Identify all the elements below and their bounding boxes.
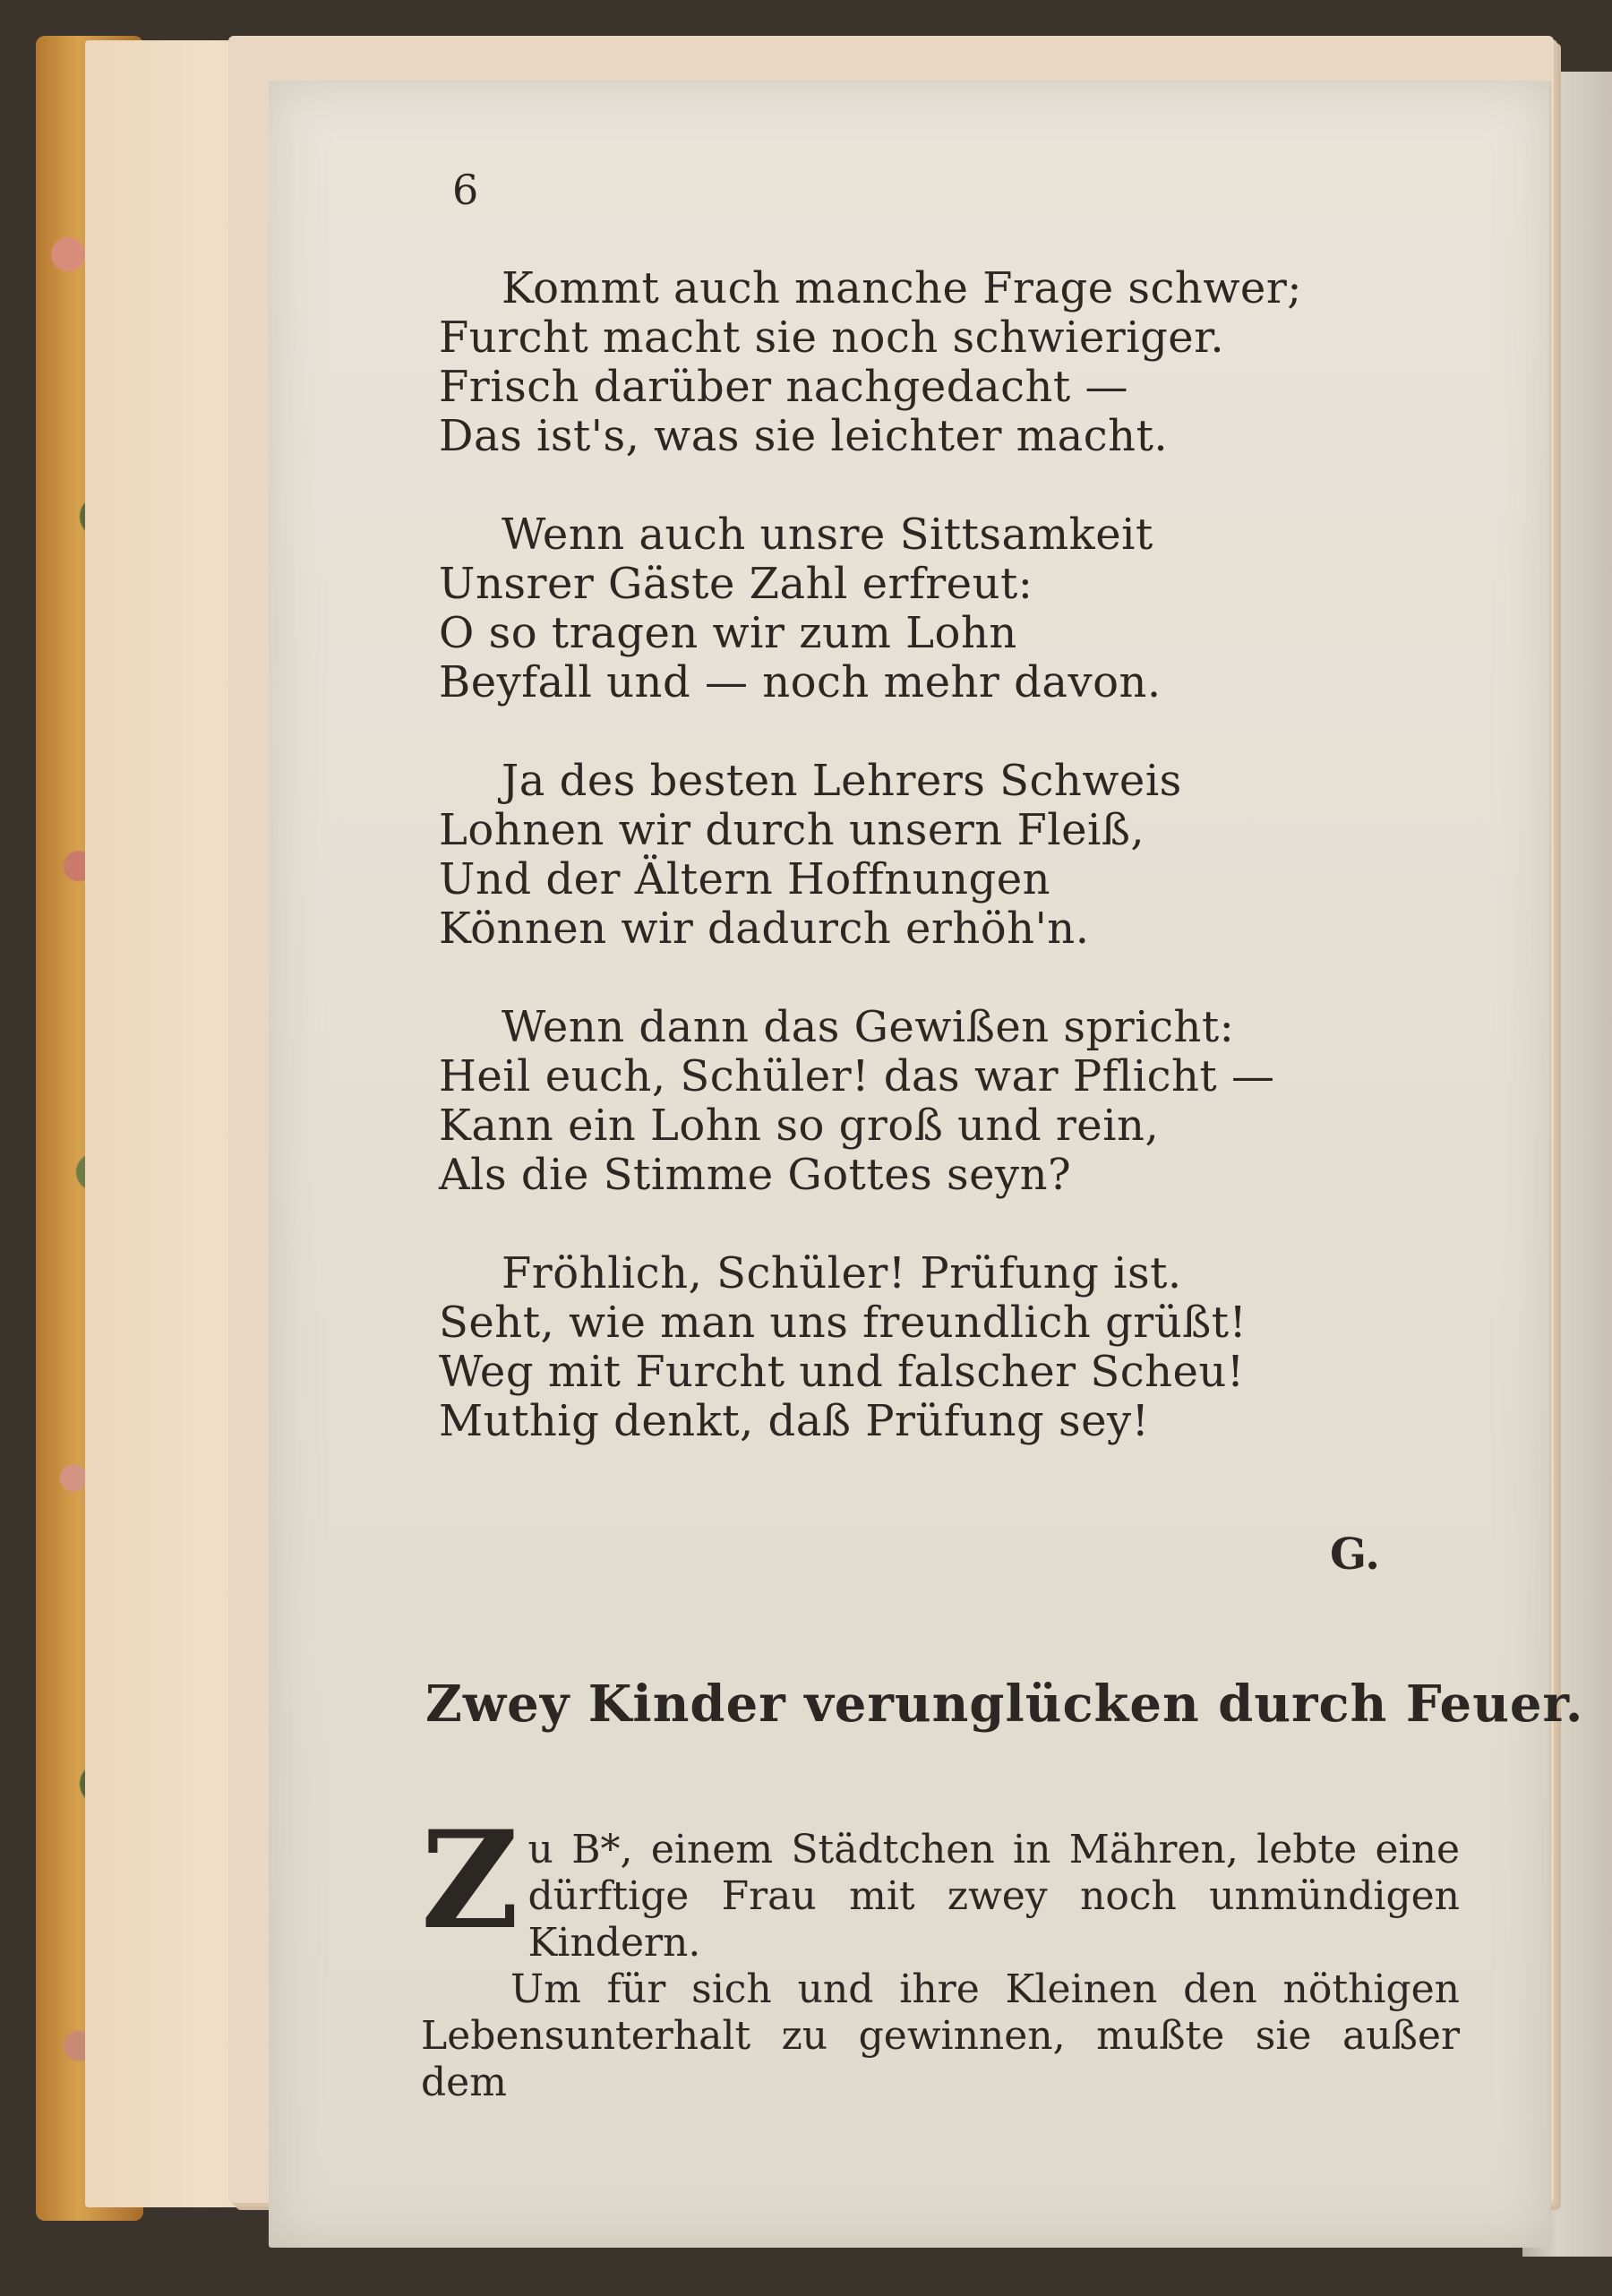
verse-line: Heil euch, Schüler! das war Pflicht — xyxy=(439,1051,1275,1101)
verse-line: Frisch darüber nachgedacht — xyxy=(439,362,1128,412)
verse-line: Und der Ältern Hoffnungen xyxy=(439,854,1051,904)
verse-line: Seht, wie man uns freundlich grüßt! xyxy=(439,1298,1248,1348)
verse-line: Wenn auch unsre Sittsamkeit xyxy=(502,510,1153,560)
verse-line: Weg mit Furcht und falscher Scheu! xyxy=(439,1347,1245,1397)
stanza-1 xyxy=(439,264,1302,461)
drop-cap: Z xyxy=(421,1802,519,1959)
article-paragraph-1 xyxy=(421,1802,1460,1966)
verse-line: Fröhlich, Schüler! Prüfung ist. xyxy=(502,1248,1182,1298)
verse-line: Kommt auch manche Frage schwer; xyxy=(502,263,1302,313)
stanza-4 xyxy=(439,1003,1274,1200)
verse-line: Muthig denkt, daß Prüfung sey! xyxy=(439,1396,1150,1446)
book-page xyxy=(269,81,1584,2248)
paragraph-text: u B*, einem Städtchen in Mähren, lebte eine dürftige Frau mit zwey noch unmündigen Kindern. xyxy=(527,1827,1460,1966)
page-number: 6 xyxy=(452,166,479,214)
article-body xyxy=(421,1802,1460,2106)
verse-line: Beyfall und — noch mehr davon. xyxy=(439,657,1162,707)
verse-line: Lohnen wir durch unsern Fleiß, xyxy=(439,805,1145,855)
stanza-5 xyxy=(439,1249,1247,1446)
verse-line: Ja des besten Lehrers Schweis xyxy=(502,756,1182,806)
verse-line: Furcht macht sie noch schwieriger. xyxy=(439,313,1225,363)
article-paragraph-2: Um für sich und ihre Kleinen den nöthigen Lebensunterhalt zu gewinnen, mußte sie außer dem xyxy=(421,1966,1460,2105)
poem-signature: G. xyxy=(1330,1529,1380,1580)
verse-line: Wenn dann das Gewißen spricht: xyxy=(502,1002,1235,1052)
stanza-2 xyxy=(439,510,1162,707)
verse-line: Unsrer Gäste Zahl erfreut: xyxy=(439,559,1033,609)
stanza-3 xyxy=(439,757,1182,954)
verse-line: O so tragen wir zum Lohn xyxy=(439,608,1017,658)
verse-line: Das ist's, was sie leichter macht. xyxy=(439,411,1169,461)
verse-line: Kann ein Lohn so groß und rein, xyxy=(439,1101,1160,1151)
verse-line: Können wir dadurch erhöh'n. xyxy=(439,904,1090,954)
article-title: Zwey Kinder verunglücken durch Feuer. xyxy=(425,1675,1584,1734)
verse-line: Als die Stimme Gottes seyn? xyxy=(439,1150,1072,1200)
